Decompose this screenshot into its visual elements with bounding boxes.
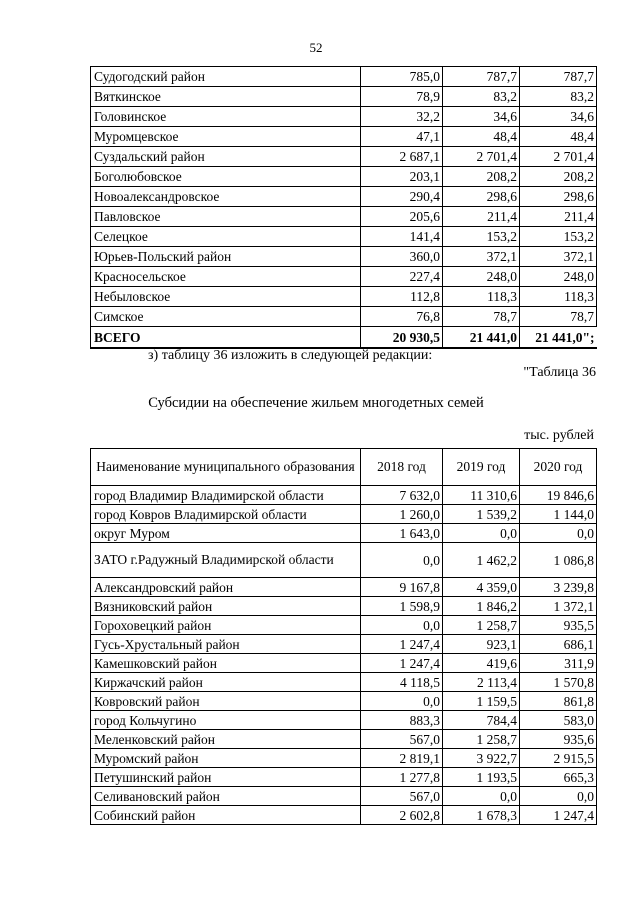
value-2019: 1 159,5 <box>443 692 520 711</box>
value-2018: 0,0 <box>361 616 443 635</box>
value-2018: 1 260,0 <box>361 505 443 524</box>
value-2019: 48,4 <box>443 127 520 147</box>
value-2018: 0,0 <box>361 543 443 578</box>
table-row <box>91 692 597 711</box>
header-2019: 2019 год <box>443 449 520 486</box>
row-name: Вязниковский район <box>91 597 361 616</box>
row-name: Ковровский район <box>91 692 361 711</box>
table-label: "Таблица 36 <box>523 365 596 380</box>
table-row <box>91 486 597 505</box>
value-2020: 208,2 <box>520 167 597 187</box>
table-row <box>91 543 597 578</box>
value-2020: 211,4 <box>520 207 597 227</box>
header-2020: 2020 год <box>520 449 597 486</box>
value-2018: 1 247,4 <box>361 654 443 673</box>
row-name: Павловское <box>91 207 361 227</box>
value-2018: 2 602,8 <box>361 806 443 825</box>
table-row <box>91 87 597 107</box>
value-2020: 1 247,4 <box>520 806 597 825</box>
value-2019: 1 193,5 <box>443 768 520 787</box>
row-name: Собинский район <box>91 806 361 825</box>
table-row <box>91 107 597 127</box>
table-row <box>91 635 597 654</box>
value-2019: 4 359,0 <box>443 578 520 597</box>
value-2018: 203,1 <box>361 167 443 187</box>
row-name: город Кольчугино <box>91 711 361 730</box>
value-2020: 19 846,6 <box>520 486 597 505</box>
value-2019: 1 462,2 <box>443 543 520 578</box>
value-2019: 0,0 <box>443 524 520 543</box>
value-2020: 0,0 <box>520 787 597 806</box>
table-row <box>91 616 597 635</box>
total-2020: 21 441,0"; <box>520 327 597 349</box>
value-2018: 290,4 <box>361 187 443 207</box>
value-2018: 360,0 <box>361 247 443 267</box>
value-2019: 208,2 <box>443 167 520 187</box>
value-2018: 112,8 <box>361 287 443 307</box>
row-name: Новоалександровское <box>91 187 361 207</box>
value-2018: 76,8 <box>361 307 443 327</box>
header-municipality: Наименование муниципального образования <box>91 449 361 486</box>
row-name: Юрьев-Польский район <box>91 247 361 267</box>
table-row <box>91 167 597 187</box>
value-2019: 419,6 <box>443 654 520 673</box>
table-row <box>91 67 597 87</box>
value-2019: 1 258,7 <box>443 616 520 635</box>
value-2020: 583,0 <box>520 711 597 730</box>
row-name: Симское <box>91 307 361 327</box>
value-2019: 298,6 <box>443 187 520 207</box>
row-name: Небыловское <box>91 287 361 307</box>
table-row <box>91 505 597 524</box>
table-row <box>91 287 597 307</box>
table-row <box>91 711 597 730</box>
row-name: Киржачский район <box>91 673 361 692</box>
table-caption: Субсидии на обеспечение жильем многодетных семей <box>148 395 484 411</box>
value-2018: 7 632,0 <box>361 486 443 505</box>
value-2018: 47,1 <box>361 127 443 147</box>
value-2019: 1 846,2 <box>443 597 520 616</box>
table-row <box>91 768 597 787</box>
value-2020: 48,4 <box>520 127 597 147</box>
row-name: Вяткинское <box>91 87 361 107</box>
value-2019: 78,7 <box>443 307 520 327</box>
value-2020: 935,5 <box>520 616 597 635</box>
table-row <box>91 147 597 167</box>
row-name: Муромский район <box>91 749 361 768</box>
value-2018: 1 598,9 <box>361 597 443 616</box>
value-2019: 0,0 <box>443 787 520 806</box>
value-2020: 298,6 <box>520 187 597 207</box>
row-name: Красносельское <box>91 267 361 287</box>
total-2019: 21 441,0 <box>443 327 520 349</box>
table-row <box>91 227 597 247</box>
table-row <box>91 673 597 692</box>
value-2018: 1 247,4 <box>361 635 443 654</box>
value-2019: 372,1 <box>443 247 520 267</box>
row-name: Гороховецкий район <box>91 616 361 635</box>
table-row <box>91 127 597 147</box>
value-2018: 9 167,8 <box>361 578 443 597</box>
value-2020: 665,3 <box>520 768 597 787</box>
row-name: город Ковров Владимирской области <box>91 505 361 524</box>
table-row <box>91 187 597 207</box>
amendment-paragraph: з) таблицу 36 изложить в следующей редакции: <box>148 348 433 363</box>
value-2019: 211,4 <box>443 207 520 227</box>
value-2019: 11 310,6 <box>443 486 520 505</box>
total-2018: 20 930,5 <box>361 327 443 349</box>
value-2018: 4 118,5 <box>361 673 443 692</box>
units-label: тыс. рублей <box>524 428 594 443</box>
value-2019: 248,0 <box>443 267 520 287</box>
value-2018: 205,6 <box>361 207 443 227</box>
value-2019: 787,7 <box>443 67 520 87</box>
value-2020: 1 570,8 <box>520 673 597 692</box>
subsidy-table-continued <box>90 66 597 349</box>
value-2018: 883,3 <box>361 711 443 730</box>
value-2020: 34,6 <box>520 107 597 127</box>
row-name: Гусь-Хрустальный район <box>91 635 361 654</box>
value-2018: 567,0 <box>361 787 443 806</box>
row-name: ЗАТО г.Радужный Владимирской области <box>91 543 361 578</box>
value-2019: 2 701,4 <box>443 147 520 167</box>
row-name: Камешковский район <box>91 654 361 673</box>
table-row <box>91 806 597 825</box>
value-2020: 153,2 <box>520 227 597 247</box>
table-row <box>91 749 597 768</box>
value-2020: 787,7 <box>520 67 597 87</box>
value-2018: 78,9 <box>361 87 443 107</box>
value-2018: 785,0 <box>361 67 443 87</box>
value-2020: 1 086,8 <box>520 543 597 578</box>
table-row <box>91 524 597 543</box>
row-name: Боголюбовское <box>91 167 361 187</box>
total-row <box>91 327 597 349</box>
table-row <box>91 247 597 267</box>
value-2018: 2 819,1 <box>361 749 443 768</box>
value-2019: 923,1 <box>443 635 520 654</box>
value-2020: 2 701,4 <box>520 147 597 167</box>
value-2019: 3 922,7 <box>443 749 520 768</box>
value-2019: 1 258,7 <box>443 730 520 749</box>
value-2019: 784,4 <box>443 711 520 730</box>
value-2020: 78,7 <box>520 307 597 327</box>
value-2020: 861,8 <box>520 692 597 711</box>
table-row <box>91 597 597 616</box>
row-name: Селивановский район <box>91 787 361 806</box>
table-row <box>91 578 597 597</box>
row-name: Суздальский район <box>91 147 361 167</box>
value-2019: 83,2 <box>443 87 520 107</box>
value-2019: 34,6 <box>443 107 520 127</box>
table-row <box>91 307 597 327</box>
row-name: Александровский район <box>91 578 361 597</box>
value-2018: 227,4 <box>361 267 443 287</box>
value-2020: 935,6 <box>520 730 597 749</box>
value-2018: 1 643,0 <box>361 524 443 543</box>
value-2020: 118,3 <box>520 287 597 307</box>
table-row <box>91 207 597 227</box>
value-2018: 141,4 <box>361 227 443 247</box>
value-2019: 153,2 <box>443 227 520 247</box>
value-2018: 1 277,8 <box>361 768 443 787</box>
value-2020: 3 239,8 <box>520 578 597 597</box>
header-2018: 2018 год <box>361 449 443 486</box>
value-2020: 372,1 <box>520 247 597 267</box>
value-2018: 2 687,1 <box>361 147 443 167</box>
row-name: Муромцевское <box>91 127 361 147</box>
row-name: Судогодский район <box>91 67 361 87</box>
value-2020: 686,1 <box>520 635 597 654</box>
value-2020: 2 915,5 <box>520 749 597 768</box>
value-2018: 567,0 <box>361 730 443 749</box>
table-row <box>91 654 597 673</box>
row-name: Петушинский район <box>91 768 361 787</box>
value-2018: 0,0 <box>361 692 443 711</box>
row-name: Селецкое <box>91 227 361 247</box>
value-2020: 83,2 <box>520 87 597 107</box>
row-name: город Владимир Владимирской области <box>91 486 361 505</box>
housing-subsidy-table <box>90 448 597 825</box>
value-2020: 1 372,1 <box>520 597 597 616</box>
total-label: ВСЕГО <box>91 327 361 349</box>
value-2019: 1 539,2 <box>443 505 520 524</box>
value-2020: 311,9 <box>520 654 597 673</box>
table-row <box>91 787 597 806</box>
value-2018: 32,2 <box>361 107 443 127</box>
page-number: 52 <box>309 40 323 55</box>
row-name: Меленковский район <box>91 730 361 749</box>
value-2020: 248,0 <box>520 267 597 287</box>
value-2019: 2 113,4 <box>443 673 520 692</box>
table-row <box>91 267 597 287</box>
table-row <box>91 730 597 749</box>
value-2019: 1 678,3 <box>443 806 520 825</box>
value-2019: 118,3 <box>443 287 520 307</box>
row-name: округ Муром <box>91 524 361 543</box>
value-2020: 1 144,0 <box>520 505 597 524</box>
value-2020: 0,0 <box>520 524 597 543</box>
row-name: Головинское <box>91 107 361 127</box>
table-header-row <box>91 449 597 486</box>
